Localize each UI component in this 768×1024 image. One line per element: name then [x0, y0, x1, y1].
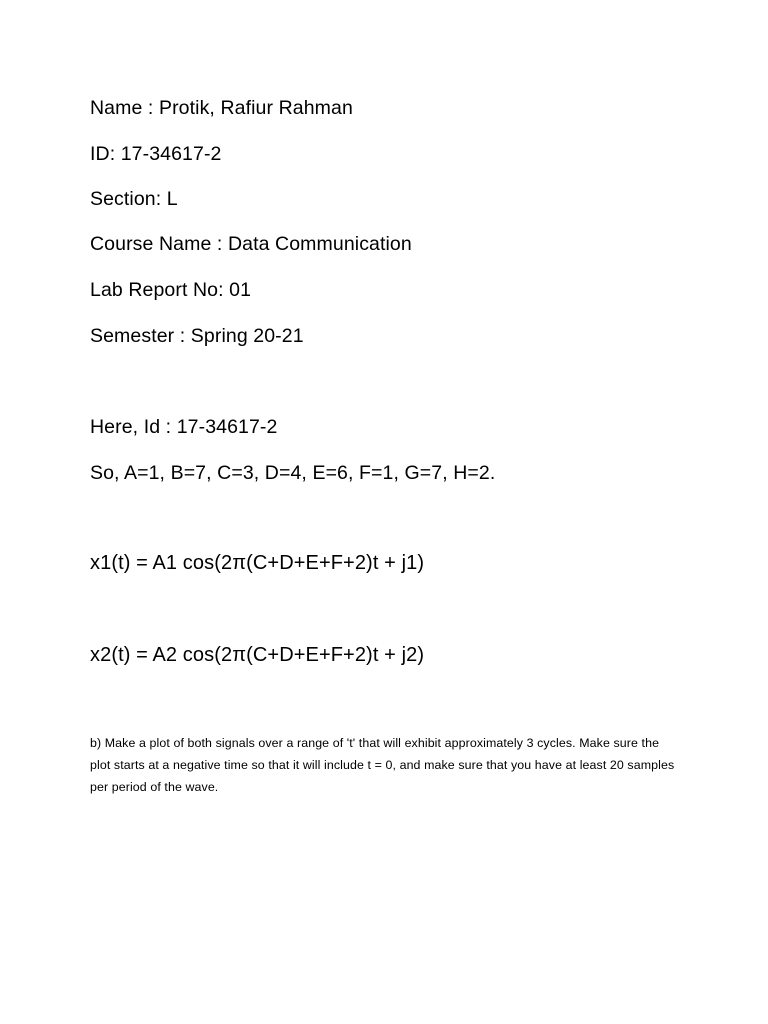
here-id-line: Here, Id : 17-34617-2: [90, 416, 278, 438]
section-line: Section: L: [90, 188, 178, 210]
values-line: So, A=1, B=7, C=3, D=4, E=6, F=1, G=7, H=2.: [90, 462, 496, 484]
task-b-paragraph: b) Make a plot of both signals over a range of 't' that will exhibit approximately 3 cycles. Make sure the plot starts at a negative time so that it will include t = 0, and make sure that you have at least 20 samples per period of the wave.: [90, 736, 675, 794]
lab-report-line: Lab Report No: 01: [90, 279, 252, 301]
name-line: Name : Protik, Rafiur Rahman: [90, 97, 353, 119]
equation-x2: x2(t) = A2 cos(2π(C+D+E+F+2)t + j2): [90, 644, 425, 666]
equation-x1: x1(t) = A1 cos(2π(C+D+E+F+2)t + j1): [90, 552, 425, 574]
semester-line: Semester : Spring 20-21: [90, 325, 304, 347]
course-name-line: Course Name : Data Communication: [90, 233, 412, 255]
id-line: ID: 17-34617-2: [90, 143, 222, 165]
